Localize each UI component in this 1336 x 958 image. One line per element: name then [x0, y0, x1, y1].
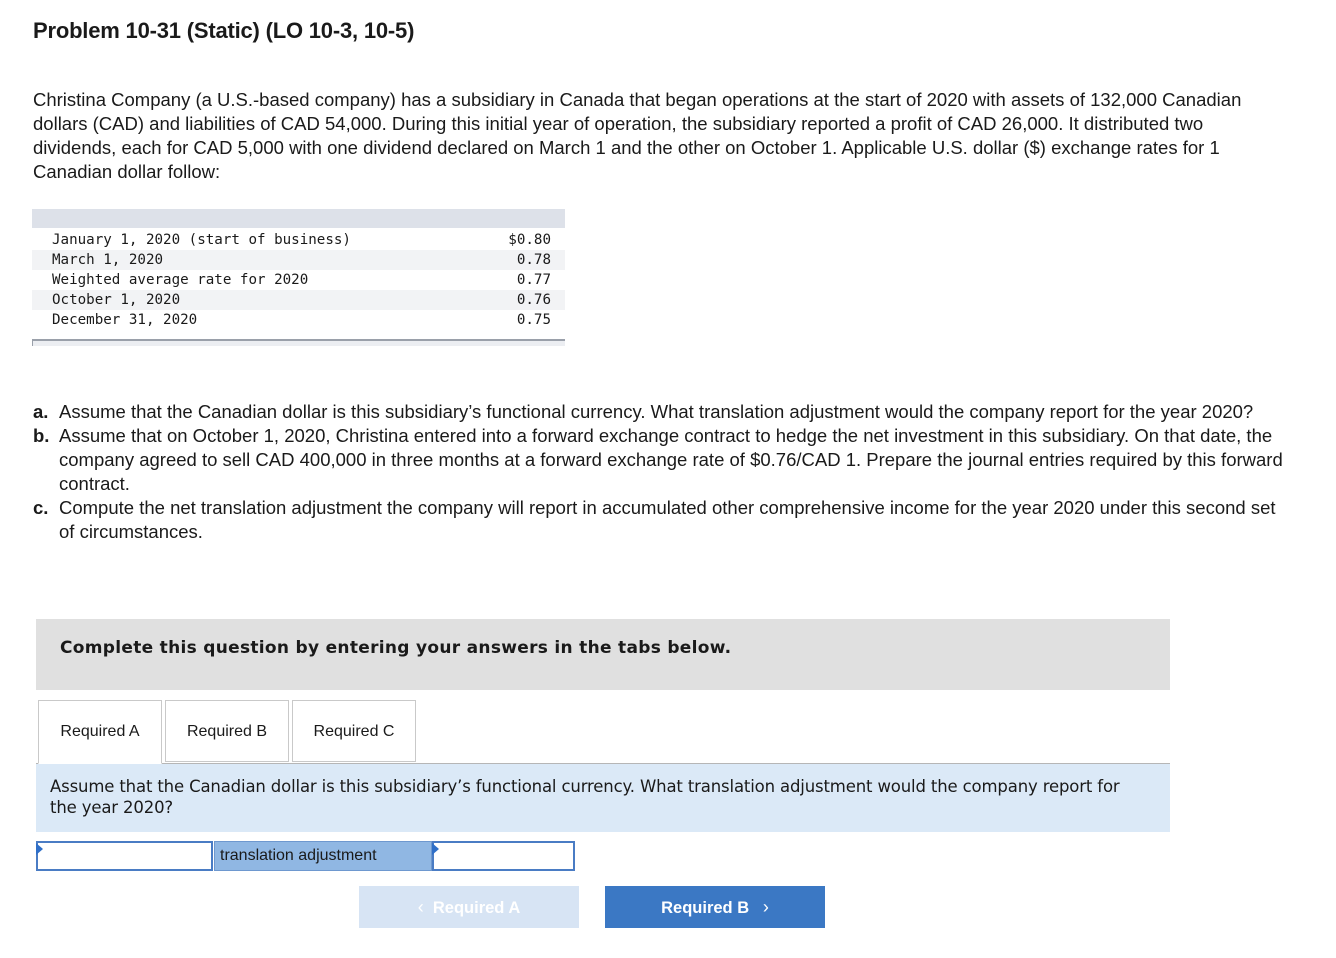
table-row	[32, 270, 565, 290]
problem-title: Problem 10-31 (Static) (LO 10-3, 10-5)	[33, 18, 415, 43]
question-letter: c.	[33, 497, 49, 518]
panel-question-text: Assume that the Canadian dollar is this subsidiary’s functional currency. What translation adjustment would the company report for the year 2020?	[50, 777, 1120, 817]
input-flag-icon	[432, 843, 439, 855]
tab-required-a[interactable]: Required A	[38, 700, 162, 764]
prev-required-a-button[interactable]	[359, 886, 579, 928]
question-text: Compute the net translation adjustment the company will report in accumulated other comprehensive income for the year 2020 under this second set of circumstances.	[59, 497, 1276, 542]
chevron-left-icon: ‹	[417, 897, 424, 917]
tab-bar	[36, 700, 1170, 764]
question-c	[33, 496, 1295, 544]
input-flag-icon	[36, 843, 43, 855]
rate-date-label: October 1, 2020	[52, 292, 181, 308]
rate-value: 0.76	[516, 292, 551, 308]
question-text: Assume that the Canadian dollar is this subsidiary’s functional currency. What translation adjustment would the company report for the year 2020?	[59, 401, 1254, 422]
question-letter: a.	[33, 401, 49, 422]
rate-date-label: Weighted average rate for 2020	[52, 272, 309, 288]
translation-amount-input[interactable]	[434, 843, 573, 869]
answer-right-cell[interactable]	[432, 841, 575, 871]
rate-value: 0.78	[516, 252, 551, 268]
question-text: Assume that on October 1, 2020, Christina entered into a forward exchange contract to hedge the net investment in this subsidiary. On that date, the company agreed to sell CAD 400,000 in three months at a forward exchange rate of $0.76/CAD 1. Prepare the journal entries required by this forward contract.	[59, 425, 1283, 494]
answer-label-cell: translation adjustment	[214, 841, 432, 871]
rate-date-label: March 1, 2020	[52, 252, 164, 268]
problem-intro: Christina Company (a U.S.-based company) has a subsidiary in Canada that began operations at the start of 2020 with assets of 132,000 Canadian dollars (CAD) and liabilities of CAD 54,000. During this initial year of operation, the subsidiary reported a profit of CAD 26,000. It distributed two dividends, each for CAD 5,000 with one dividend declared on March 1 and the other on October 1. Applicable U.S. dollar ($) exchange rates for 1 Canadian dollar follow:	[33, 89, 1242, 182]
table-row	[32, 290, 565, 310]
tab-required-b[interactable]: Required B	[165, 700, 289, 762]
question-letter: b.	[33, 425, 50, 446]
question-a	[33, 400, 1295, 424]
question-list	[33, 400, 1295, 544]
translation-direction-input[interactable]	[38, 843, 211, 869]
instruction-text: Complete this question by entering your answers in the tabs below.	[60, 638, 732, 658]
tab-required-c[interactable]: Required C	[292, 700, 416, 762]
rate-value: 0.75	[516, 312, 551, 328]
next-required-b-button[interactable]	[605, 886, 825, 928]
question-panel	[36, 764, 1170, 832]
rate-date-label: January 1, 2020 (start of business)	[52, 232, 351, 248]
rate-value: 0.77	[516, 272, 551, 288]
answer-left-cell[interactable]	[36, 841, 213, 871]
table-row	[32, 230, 565, 250]
table-header-bar	[32, 209, 565, 228]
chevron-right-icon: ›	[762, 897, 769, 917]
table-row	[32, 250, 565, 270]
table-row	[32, 310, 565, 330]
table-footer-bar	[32, 339, 565, 346]
instruction-banner	[36, 619, 1170, 690]
prev-button-label: Required A	[432, 899, 521, 917]
question-b	[33, 424, 1295, 496]
rate-date-label: December 31, 2020	[52, 312, 198, 328]
rate-value: $0.80	[508, 232, 551, 248]
next-button-label: Required B	[661, 899, 750, 917]
